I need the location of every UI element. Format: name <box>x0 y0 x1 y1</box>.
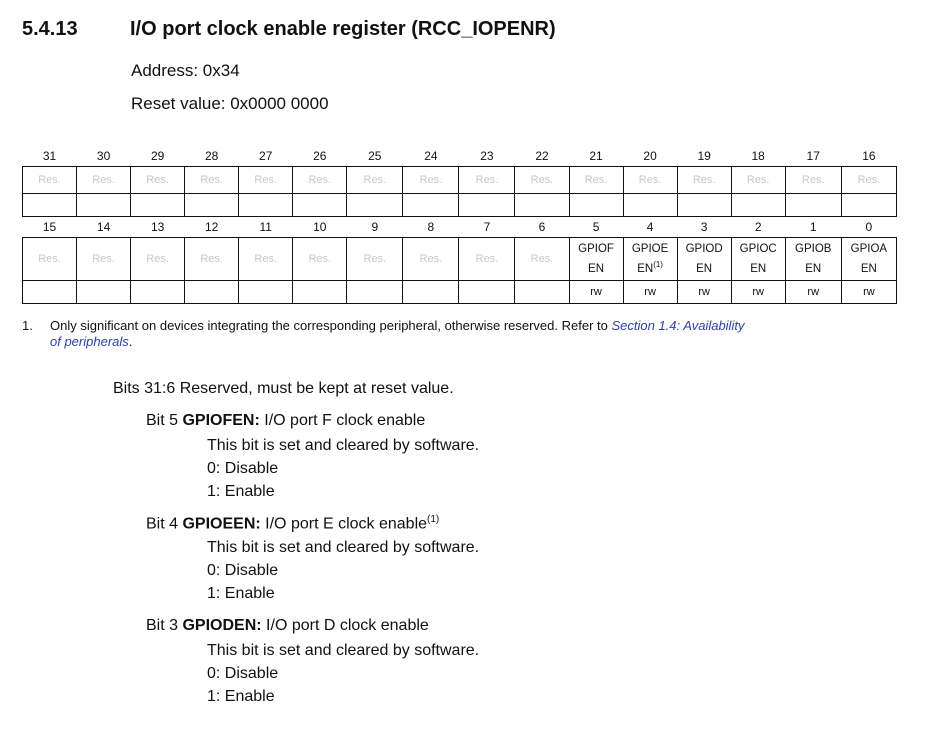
bit3-line-1: This bit is set and cleared by software. <box>207 642 480 659</box>
reserved-field: Res. <box>131 167 185 194</box>
bit-number-label: 31 <box>42 149 57 163</box>
access-cell <box>515 194 569 217</box>
section-heading <box>22 18 556 41</box>
bit3-title <box>146 617 429 635</box>
reserved-bits-line <box>113 380 454 398</box>
bit-number-label: 8 <box>427 220 435 234</box>
footnote-end: . <box>128 334 133 349</box>
reserved-field: Res. <box>239 238 293 281</box>
bit-number-label: 1 <box>809 220 817 234</box>
bit4-title <box>146 514 439 533</box>
upper-access-row <box>23 194 897 217</box>
upper-field-row <box>23 167 897 194</box>
reserved-field: Res. <box>77 167 131 194</box>
bit-number-label: 11 <box>259 220 272 234</box>
reserved-field: Res. <box>623 167 677 194</box>
access-cell <box>239 281 293 304</box>
access-cell <box>731 194 785 217</box>
bit-number-label: 2 <box>754 220 762 234</box>
register-field <box>677 238 731 281</box>
field-name-line2: EN <box>696 262 713 275</box>
access-cell <box>569 194 623 217</box>
access-type: rw <box>623 281 677 304</box>
lower-access-row <box>23 281 897 304</box>
bit5-label: Bit 5 <box>146 412 179 429</box>
reserved-field: Res. <box>293 238 347 281</box>
access-cell <box>23 194 77 217</box>
reserved-field: Res. <box>785 167 841 194</box>
access-cell <box>403 194 459 217</box>
register-field <box>623 238 677 281</box>
reserved-field: Res. <box>131 238 185 281</box>
reserved-field: Res. <box>403 238 459 281</box>
bit-number-label: 28 <box>204 149 219 163</box>
bit5-line-1: This bit is set and cleared by software. <box>207 437 480 454</box>
access-cell <box>515 281 569 304</box>
bit-number-label: 26 <box>313 149 327 163</box>
reserved-field: Res. <box>677 167 731 194</box>
access-type: rw <box>731 281 785 304</box>
bit-number-label: 14 <box>96 220 111 234</box>
lower-bit-number-row <box>23 217 897 238</box>
lower-field-row <box>23 238 897 281</box>
access-cell <box>77 281 131 304</box>
bit-number-label: 30 <box>96 149 111 163</box>
access-cell <box>131 281 185 304</box>
reserved-field: Res. <box>459 167 515 194</box>
bit5-line-3: 1: Enable <box>207 483 275 500</box>
field-name-line1: GPIOE <box>631 242 669 255</box>
access-type: rw <box>785 281 841 304</box>
access-cell <box>23 281 77 304</box>
reserved-bits-text: Reserved, must be kept at reset value. <box>179 380 454 397</box>
field-name-line2: EN <box>588 262 605 275</box>
access-cell <box>347 281 403 304</box>
field-name-line1: GPIOC <box>739 242 777 255</box>
access-cell <box>785 194 841 217</box>
field-footnote-ref: (1) <box>653 259 663 269</box>
bit-number-label: 13 <box>150 220 165 234</box>
reserved-field: Res. <box>841 167 896 194</box>
field-name-line2: EN <box>637 262 654 275</box>
access-cell <box>185 194 239 217</box>
section-number: 5.4.13 <box>22 18 78 40</box>
access-type: rw <box>841 281 896 304</box>
reserved-field: Res. <box>403 167 459 194</box>
bit-number-label: 0 <box>865 220 873 234</box>
register-field <box>569 238 623 281</box>
reserved-field: Res. <box>185 167 239 194</box>
register-field <box>785 238 841 281</box>
bit3-line-2: 0: Disable <box>207 665 279 682</box>
bit-number-label: 16 <box>862 149 876 163</box>
section-title: I/O port clock enable register (RCC_IOPENR) <box>130 18 556 40</box>
bit3-name: GPIODEN: <box>182 617 262 634</box>
bit4-line-1: This bit is set and cleared by software. <box>207 539 480 556</box>
bit-number-label: 20 <box>643 149 657 163</box>
bit-number-label: 21 <box>589 149 603 163</box>
bit-number-label: 10 <box>313 220 327 234</box>
reserved-bits-range: Bits 31:6 <box>113 380 176 397</box>
register-address: Address: 0x34 <box>131 61 240 80</box>
bit-number-label: 22 <box>535 149 549 163</box>
reserved-field: Res. <box>239 167 293 194</box>
bit-number-label: 23 <box>480 149 494 163</box>
bit4-label: Bit 4 <box>146 515 179 533</box>
field-name-line2: EN <box>750 262 767 275</box>
bit5-line-2: 0: Disable <box>207 460 279 477</box>
reserved-field: Res. <box>23 238 77 281</box>
bit-number-label: 24 <box>424 149 438 163</box>
reserved-field: Res. <box>293 167 347 194</box>
access-cell <box>293 194 347 217</box>
bit-number-label: 27 <box>259 149 273 163</box>
access-cell <box>77 194 131 217</box>
register-field <box>731 238 785 281</box>
bit-number-label: 7 <box>483 220 491 234</box>
bit4-line-2: 0: Disable <box>207 562 279 579</box>
bit5-name: GPIOFEN: <box>182 412 260 429</box>
access-cell <box>293 281 347 304</box>
access-cell <box>459 281 515 304</box>
reserved-field: Res. <box>23 167 77 194</box>
access-type: rw <box>569 281 623 304</box>
bit-number-label: 3 <box>700 220 708 234</box>
bit3-desc: I/O port D clock enable <box>266 617 429 634</box>
bit-number-label: 29 <box>150 149 165 163</box>
register-map-table <box>22 146 897 304</box>
footnote <box>22 318 902 350</box>
reserved-field: Res. <box>185 238 239 281</box>
access-cell <box>459 194 515 217</box>
bit5-title <box>146 412 425 430</box>
footnote-number: 1. <box>22 318 33 333</box>
bit3-label: Bit 3 <box>146 617 179 634</box>
access-cell <box>185 281 239 304</box>
access-cell <box>677 194 731 217</box>
bit5-desc: I/O port F clock enable <box>264 412 426 429</box>
footnote-text: Only significant on devices integrating the corresponding peripheral, otherwise reserved. Refer to <box>50 318 612 333</box>
access-cell <box>347 194 403 217</box>
bit4-name: GPIOEEN: <box>182 515 261 533</box>
field-name-line1: GPIOD <box>685 242 723 255</box>
bit-number-label: 9 <box>371 220 379 234</box>
bit4-line-3: 1: Enable <box>207 585 275 602</box>
footnote-link-section[interactable]: Section 1.4: Availability <box>611 318 745 333</box>
reserved-field: Res. <box>459 238 515 281</box>
footnote-link-peripherals[interactable]: of peripherals <box>50 334 129 349</box>
access-cell <box>841 194 896 217</box>
access-cell <box>239 194 293 217</box>
access-cell <box>403 281 459 304</box>
field-name-line1: GPIOA <box>850 242 888 255</box>
bit-number-label: 4 <box>646 220 654 234</box>
reserved-field: Res. <box>515 238 569 281</box>
bit-number-label: 12 <box>204 220 219 234</box>
bit-number-label: 17 <box>806 149 820 163</box>
register-reset-value: Reset value: 0x0000 0000 <box>131 94 329 113</box>
access-cell <box>131 194 185 217</box>
bit4-desc: I/O port E clock enable <box>265 515 428 533</box>
reserved-field: Res. <box>347 238 403 281</box>
reserved-field: Res. <box>515 167 569 194</box>
bit-number-label: 5 <box>592 220 600 234</box>
bit-number-label: 15 <box>42 220 57 234</box>
bit4-footnote-ref: (1) <box>427 514 440 525</box>
field-name-line1: GPIOF <box>578 242 614 255</box>
reserved-field: Res. <box>347 167 403 194</box>
reserved-field: Res. <box>569 167 623 194</box>
access-type: rw <box>677 281 731 304</box>
access-cell <box>623 194 677 217</box>
bit-number-label: 25 <box>368 149 382 163</box>
bit-number-label: 18 <box>751 149 765 163</box>
bit-number-label: 6 <box>538 220 546 234</box>
bit3-line-3: 1: Enable <box>207 688 275 705</box>
field-name-line2: EN <box>860 262 877 275</box>
register-field <box>841 238 896 281</box>
reserved-field: Res. <box>77 238 131 281</box>
reserved-field: Res. <box>731 167 785 194</box>
field-name-line2: EN <box>805 262 822 275</box>
bit-number-label: 19 <box>697 149 711 163</box>
upper-bit-number-row <box>23 146 897 167</box>
field-name-line1: GPIOB <box>795 242 832 255</box>
